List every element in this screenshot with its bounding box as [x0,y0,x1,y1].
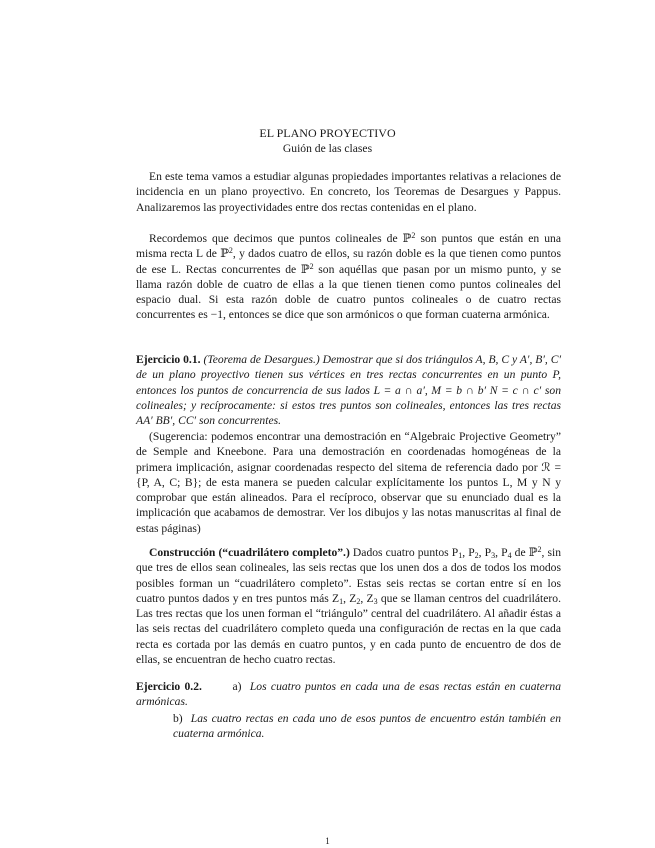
construccion-text-part: , sin que tres de ellos sean colineales, las seis rectas que los unen dos a dos de todos los modos posibles forman un “cuadrilátero completo”. Estas seis rectas se cortan entre sí en los cuatro puntos dados y en tres puntos más Z [136,546,561,605]
subscript: 1 [458,551,463,560]
sugerencia-text: (Sugerencia: podemos encontrar una demostración en “Algebraic Projective Geometry” de Semple and Kneebone. Para una demostración en coordenadas homogéneas de la primera implicación, asignar coordenadas respecto del sitema de referencia dado por ℛ = {P, A, C; B}; de esta manera se pueden calcular explícitamente los puntos L, M y N y comprobar que están alineados. Para el recíproco, observar que su enunciado dual es la implicación que acabamos de demostrar. Ver los dibujos y las notas manuscritas al final de estas páginas) [136,430,561,535]
ejercicio-1 [136,352,561,428]
ejercicio-1-text [136,352,561,428]
recall-text [136,231,561,323]
subscript: 2 [356,596,361,606]
construccion-label: Construcción (“cuadrilátero completo”.) [149,546,350,559]
construccion-text-part: , P [478,546,492,559]
document-subtitle: Guión de las clases [282,142,373,155]
superscript: 2 [228,246,233,256]
superscript: 2 [537,545,542,554]
projective-plane-symbol: ℙ [300,261,310,276]
construccion-text-part: , P [495,546,508,559]
subscript: 4 [507,551,512,560]
construccion-text [136,545,561,667]
list-marker: a) [232,680,242,693]
document-title: EL PLANO PROYECTIVO [259,126,396,140]
construccion-text-part: Dados cuatro puntos P [349,546,459,559]
list-item-text: Los cuatro puntos en cada una de esas rectas están en cuaterna armónicas. [136,680,562,709]
subscript: 3 [491,551,496,560]
intro-text: En este tema vamos a estudiar algunas propiedades importantes relativas a relaciones de incidencia en un plano proyectivo. En concreto, los Teoremas de Desargues y Pappus. Analizaremos las proyectividades entre dos rectas contenidas en el plano. [136,170,561,214]
projective-plane-symbol: ℙ [528,545,538,559]
construccion-paragraph [136,545,561,667]
intro-paragraph [136,169,561,215]
superscript: 2 [309,261,314,271]
subscript: 2 [474,551,479,560]
projective-plane-symbol: ℙ [220,246,229,261]
list-marker: b) [173,711,183,725]
list-item-text: Las cuatro rectas en cada uno de esos puntos de encuentro están también en cuaterna armónica. [173,711,561,740]
subscript: 1 [339,596,344,606]
projective-plane-symbol: ℙ [402,231,412,245]
list-item [136,679,561,710]
construccion-text-part: , Z [343,591,357,605]
construccion-text-part: de [511,546,529,559]
page-number: 1 [325,836,330,846]
construccion-text-part: , P [462,546,475,559]
subscript: 3 [373,596,378,606]
ejercicio-1-statement: (Teorema de Desargues.) Demostrar que si dos triángulos A, B, C y A′, B′, C′ de un plano proyectivo tienen sus vértices en tres rectas concurrentes en un punto P, entonces los puntos de concurrencia de sus lados L = a ∩ a′, M = b ∩ b′ N = c ∩ c′ son colineales; y recíprocamente: si estos tres puntos son colineales, entonces las tres rectas AA′ BB′, CC′ son concurrentes. [136,353,561,428]
ejercicio-2 [136,679,561,741]
recall-paragraph [136,231,561,323]
ejercicio-2-label: Ejercicio 0.2. [136,680,202,693]
ejercicio-1-label: Ejercicio 0.1. [136,353,201,366]
construccion-text-part: que se llaman centros del cuadrilátero. Las tres rectas que los unen forman el “triángulo” central del cuadrilátero. Al añadir éstas a las seis rectas del cuadrilátero completo queda una configuración de rectas en la que cada recta es cortada por las demás en cuatro puntos, y en cada punto de encuentro de dos de ellas, se encuentran de hecho cuatro rectas. [136,591,561,667]
sugerencia-paragraph [136,429,561,536]
recall-text-part: son puntos que están en una misma recta L de [136,232,561,261]
recall-text-part: , y dados cuatro de ellos, su razón doble es la que tienen como puntos de ese L. Rectas concurrentes de [136,247,561,276]
recall-text-part: son aquéllas que pasan por un mismo punto, y se llama razón doble de cuatro de ellas a la que tienen tienen como puntos colineales del espacio dual. Si esta razón doble de cuatro puntos colineales o de cuatro rectas concurrentes es −1, entonces se dice que son armónicos o que forman cuaterna armónica. [136,262,561,322]
superscript: 2 [411,231,416,240]
construccion-text-part: , Z [360,591,374,605]
list-item [136,711,561,742]
recall-text-part: Recordemos que decimos que puntos colineales de [149,232,403,245]
